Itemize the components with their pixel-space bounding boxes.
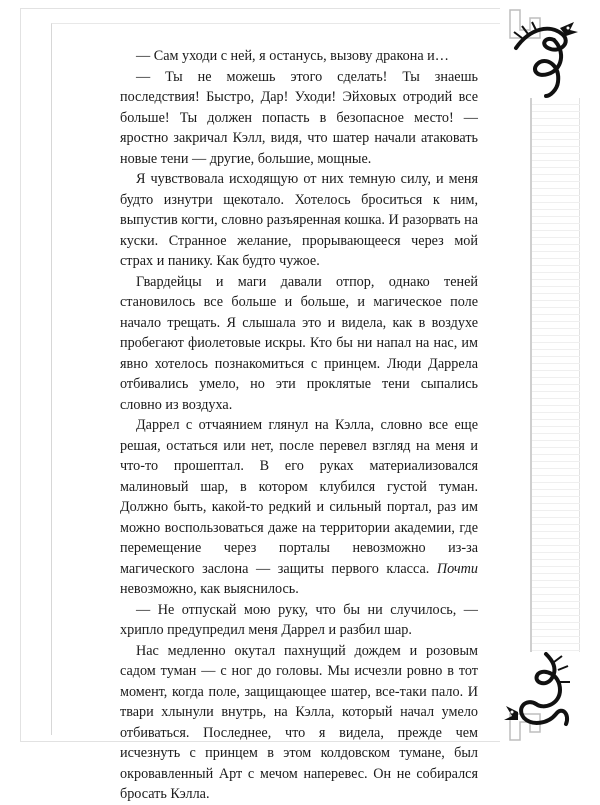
emphasis-word: Почти <box>436 560 479 577</box>
paragraph: Гвардейцы и маги давали отпор, однако теней становилось все больше и больше, и магическое поле начало трещать. Я слышала это и видела, как в воздухе пробегают фиолетовые искры. Кто бы ни напал на нас, им явно хотелось познакомиться с принцем. Люди Даррела отбивались умело, но эти проклятые тени сыпались словно из воздуха. <box>120 273 478 413</box>
dragon-ornament-bottom-icon <box>500 652 580 742</box>
decorative-border-strip <box>530 8 580 742</box>
dragon-ornament-top-icon <box>500 8 580 98</box>
paragraph: — Не отпускай мою руку, что бы ни случилось, — хрипло предупредил меня Даррел и разбил шар. <box>120 601 478 638</box>
emphasis-rest: невозможно, как выяснилось. <box>120 581 299 597</box>
paragraph: Я чувствовала исходящую от них темную силу, и меня будто изнутри щекотало. Хотелось броситься к ним, выпустив когти, словно разъяренная кошка. И разорвать на куски. Странное желание, прорывающееся через мой страх и панику. Как будто чужое. <box>120 171 478 269</box>
text-block <box>120 46 478 805</box>
paragraph: Нас медленно окутал пахнущий дождем и розовым садом туман — с ног до головы. Мы исчезли ровно в тот момент, когда поле, защищающее шатер, все-таки пало. И твари хлынули внутрь, на Кэлла, который начал умело отбиваться. Последнее, что я видела, прежде чем исчезнуть с принцем в этом колдовском тумане, был окровавленный Арт с мечом наперевес. Он не собирался бросать Кэлла. <box>120 642 478 802</box>
paragraph-with-emphasis <box>120 415 478 600</box>
paragraph: — Ты не можешь этого сделать! Ты знаешь последствия! Быстро, Дар! Уходи! Эйховых отродий все больше! Ты должен попасть в безопасное место! — яростно закричал Кэлл, видя, что шатер начали атаковать новые тени — другие, большие, мощные. <box>120 68 478 167</box>
paragraph-text: Даррел с отчаянием глянул на Кэлла, словно все еще решая, остаться или нет, после перевел взгляд на меня и что-то прошептал. В его руках материализовался малиновый шар, в котором клубился густой туман. Должно быть, какой-то редкий и сильный портал, раз им можно воспользоваться даже на территории академии, где перемещение через порталы невозможно из-за магического заслона — защиты первого класса. <box>120 417 478 577</box>
paragraph: — Сам уходи с ней, я останусь, вызову дракона и… <box>136 48 449 64</box>
